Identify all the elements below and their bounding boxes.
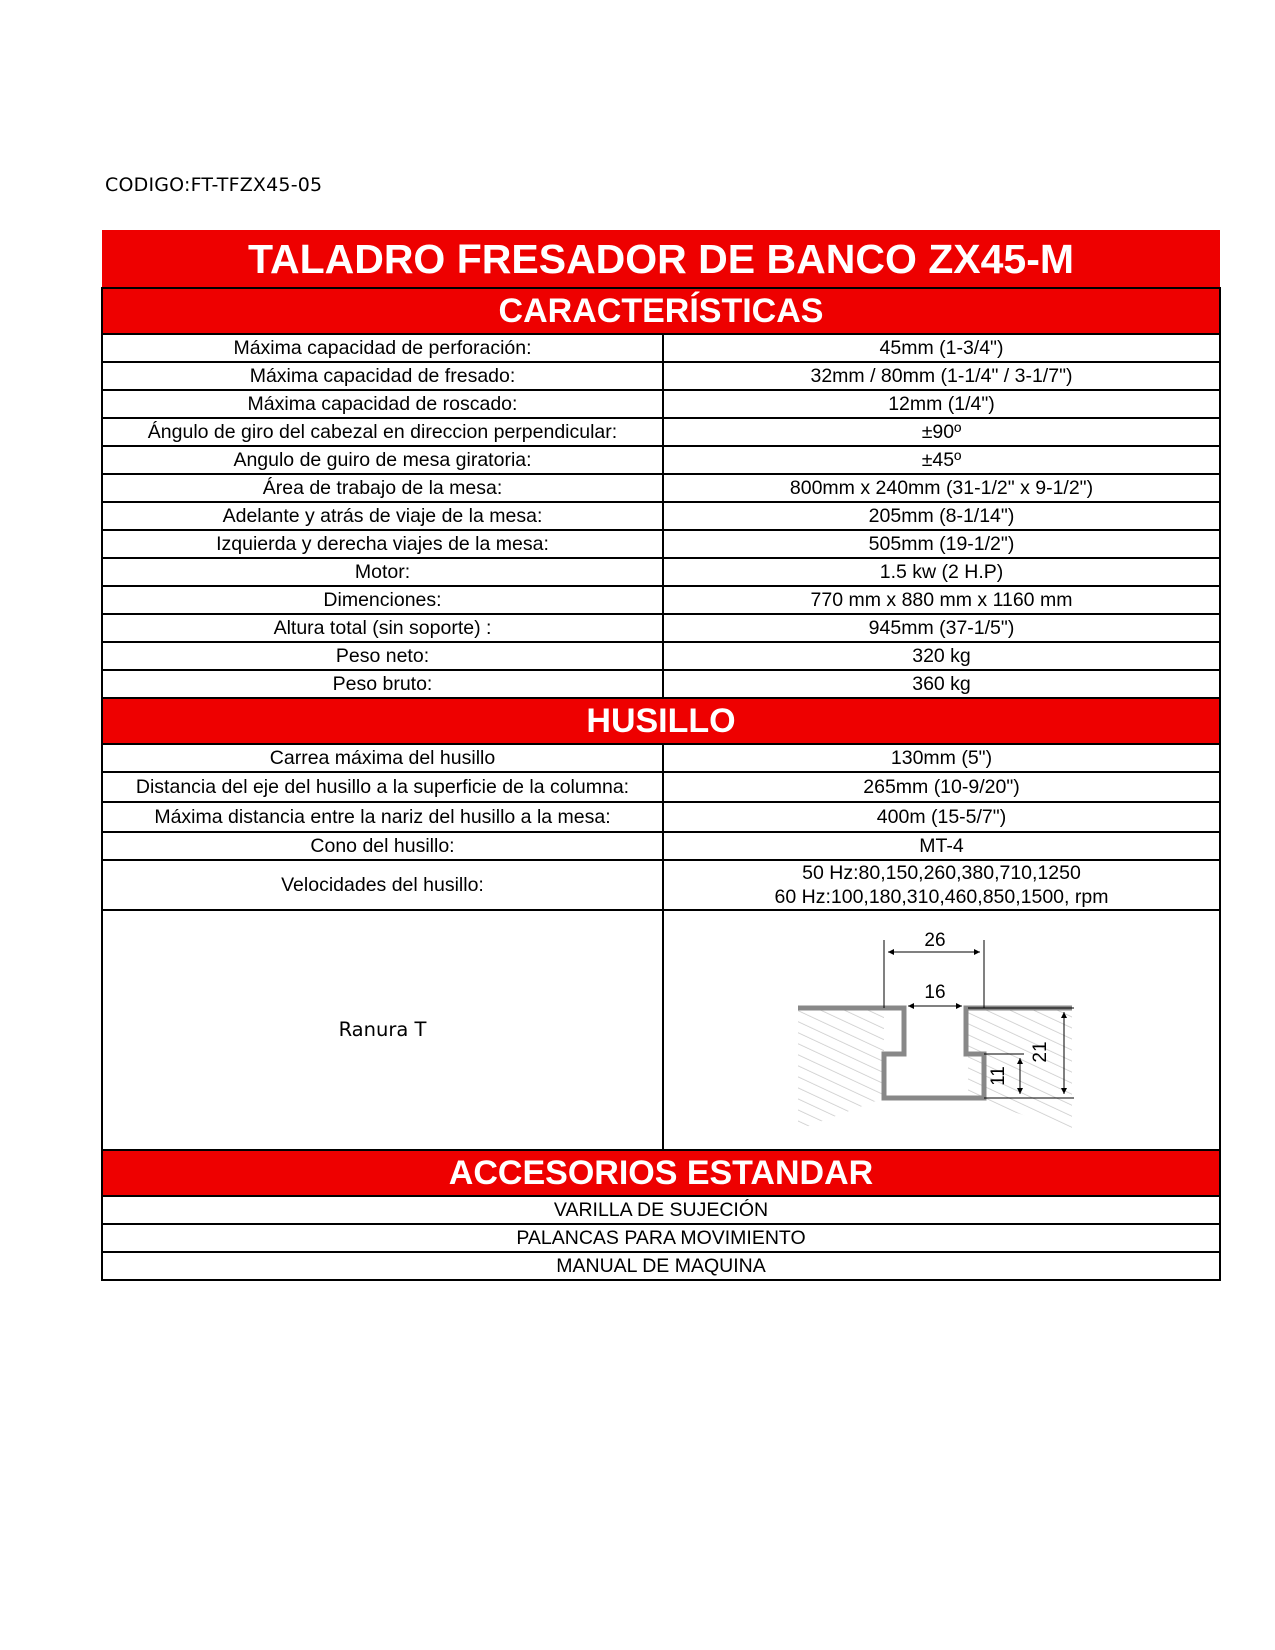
section-title-husillo: HUSILLO xyxy=(102,698,1220,744)
title-row xyxy=(102,230,1220,288)
spec-label: Área de trabajo de la mesa: xyxy=(102,474,663,502)
table-row xyxy=(102,446,1220,474)
spec-value: ±90º xyxy=(663,418,1220,446)
table-row xyxy=(102,744,1220,772)
section-title-caracteristicas: CARACTERÍSTICAS xyxy=(102,288,1220,334)
dim-label-26: 26 xyxy=(923,930,946,951)
section-title-accesorios: ACCESORIOS ESTANDAR xyxy=(102,1150,1220,1196)
spec-label: Carrea máxima del husillo xyxy=(102,744,663,772)
spec-label: Ángulo de giro del cabezal en direccion perpendicular: xyxy=(102,418,663,446)
table-row xyxy=(102,530,1220,558)
spec-label: Peso bruto: xyxy=(102,670,663,698)
table-row xyxy=(102,832,1220,860)
spec-value-speeds xyxy=(663,860,1220,910)
spec-label: Máxima capacidad de perforación: xyxy=(102,334,663,362)
spec-value: MT-4 xyxy=(663,832,1220,860)
spec-label: Izquierda y derecha viajes de la mesa: xyxy=(102,530,663,558)
spec-label: Dimenciones: xyxy=(102,586,663,614)
table-row-tslot xyxy=(102,910,1220,1150)
spec-label: Angulo de guiro de mesa giratoria: xyxy=(102,446,663,474)
spec-value: 32mm / 80mm (1-1/4" / 3-1/7") xyxy=(663,362,1220,390)
table-row xyxy=(102,474,1220,502)
accessory-item: PALANCAS PARA MOVIMIENTO xyxy=(102,1224,1220,1252)
spec-value: 360 kg xyxy=(663,670,1220,698)
spec-value: ±45º xyxy=(663,446,1220,474)
section-header-accesorios xyxy=(102,1150,1220,1196)
spec-value: 265mm (10-9/20") xyxy=(663,772,1220,802)
section-header-caracteristicas xyxy=(102,288,1220,334)
spec-label: Distancia del eje del husillo a la superficie de la columna: xyxy=(102,772,663,802)
list-item xyxy=(102,1196,1220,1224)
dim-label-21: 21 xyxy=(1029,1041,1051,1063)
spec-label: Velocidades del husillo: xyxy=(102,860,663,910)
table-row xyxy=(102,642,1220,670)
spec-value: 505mm (19-1/2") xyxy=(663,530,1220,558)
spec-label: Motor: xyxy=(102,558,663,586)
spec-value: 320 kg xyxy=(663,642,1220,670)
table-row xyxy=(102,614,1220,642)
document-code: CODIGO:FT-TFZX45-05 xyxy=(105,174,323,196)
section-header-husillo xyxy=(102,698,1220,744)
dim-label-11: 11 xyxy=(987,1066,1009,1086)
list-item xyxy=(102,1252,1220,1280)
table-row xyxy=(102,502,1220,530)
list-item xyxy=(102,1224,1220,1252)
table-row-speeds xyxy=(102,860,1220,910)
spec-value: 800mm x 240mm (31-1/2" x 9-1/2") xyxy=(663,474,1220,502)
tslot-label: Ranura T xyxy=(102,910,663,1150)
spec-sheet-table xyxy=(101,230,1221,1281)
table-row xyxy=(102,586,1220,614)
page-title: TALADRO FRESADOR DE BANCO ZX45-M xyxy=(102,230,1220,288)
spec-label: Máxima distancia entre la nariz del husillo a la mesa: xyxy=(102,802,663,832)
accessory-item: MANUAL DE MAQUINA xyxy=(102,1252,1220,1280)
table-row xyxy=(102,334,1220,362)
dim-label-16: 16 xyxy=(923,982,946,1003)
tslot-diagram xyxy=(792,920,1092,1140)
spec-value: 770 mm x 880 mm x 1160 mm xyxy=(663,586,1220,614)
table-row xyxy=(102,362,1220,390)
accessory-item: VARILLA DE SUJECIÓN xyxy=(102,1196,1220,1224)
spec-label: Altura total (sin soporte) : xyxy=(102,614,663,642)
spec-value: 205mm (8-1/14") xyxy=(663,502,1220,530)
tslot-diagram-cell xyxy=(663,910,1220,1150)
table-row xyxy=(102,558,1220,586)
spec-label: Peso neto: xyxy=(102,642,663,670)
spec-value: 12mm (1/4") xyxy=(663,390,1220,418)
spec-value: 45mm (1-3/4") xyxy=(663,334,1220,362)
spec-value: 945mm (37-1/5") xyxy=(663,614,1220,642)
spec-label: Cono del husillo: xyxy=(102,832,663,860)
tslot-hatch-left xyxy=(798,1008,884,1130)
table-row xyxy=(102,390,1220,418)
spec-value: 1.5 kw (2 H.P) xyxy=(663,558,1220,586)
spec-value: 400m (15-5/7") xyxy=(663,802,1220,832)
spec-label: Máxima capacidad de fresado: xyxy=(102,362,663,390)
spec-value: 130mm (5") xyxy=(663,744,1220,772)
speeds-50hz: 50 Hz:80,150,260,380,710,1250 xyxy=(802,862,1081,884)
table-row xyxy=(102,418,1220,446)
table-row xyxy=(102,670,1220,698)
table-row xyxy=(102,802,1220,832)
speeds-60hz: 60 Hz:100,180,310,460,850,1500, rpm xyxy=(774,886,1109,908)
spec-label: Máxima capacidad de roscado: xyxy=(102,390,663,418)
table-row xyxy=(102,772,1220,802)
spec-label: Adelante y atrás de viaje de la mesa: xyxy=(102,502,663,530)
